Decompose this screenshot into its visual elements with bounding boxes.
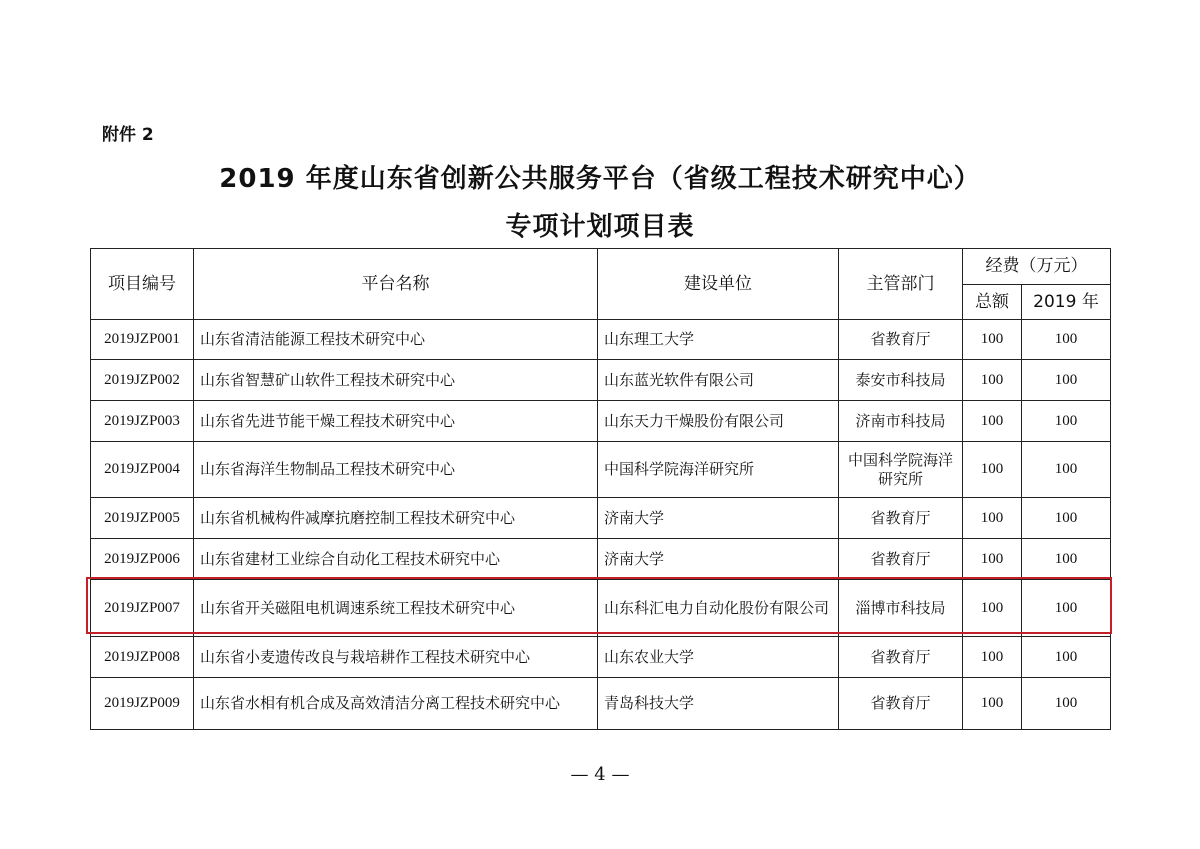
cell-dept: 济南市科技局 — [839, 401, 963, 442]
attachment-label: 附件 2 — [102, 125, 154, 145]
table-row — [91, 401, 1111, 442]
cell-id: 2019JZP005 — [91, 498, 194, 539]
cell-id: 2019JZP004 — [91, 442, 194, 498]
document-title: 2019 年度山东省创新公共服务平台（省级工程技术研究中心） — [219, 164, 981, 194]
cell-year: 100 — [1022, 401, 1111, 442]
cell-total: 100 — [963, 580, 1022, 637]
header-dept: 主管部门 — [839, 249, 963, 320]
header-id: 项目编号 — [91, 249, 194, 320]
project-table — [90, 248, 1111, 730]
cell-platform: 山东省小麦遗传改良与栽培耕作工程技术研究中心 — [194, 637, 598, 678]
cell-platform: 山东省清洁能源工程技术研究中心 — [194, 320, 598, 360]
cell-unit: 山东理工大学 — [598, 320, 839, 360]
table-row — [91, 360, 1111, 401]
cell-dept: 泰安市科技局 — [839, 360, 963, 401]
cell-id: 2019JZP002 — [91, 360, 194, 401]
cell-year: 100 — [1022, 442, 1111, 498]
table-row — [91, 442, 1111, 498]
cell-id: 2019JZP001 — [91, 320, 194, 360]
cell-total: 100 — [963, 360, 1022, 401]
header-total: 总额 — [963, 285, 1022, 320]
cell-year: 100 — [1022, 539, 1111, 580]
table-row — [91, 498, 1111, 539]
cell-platform: 山东省水相有机合成及高效清洁分离工程技术研究中心 — [194, 678, 598, 730]
cell-dept: 省教育厅 — [839, 498, 963, 539]
cell-year: 100 — [1022, 580, 1111, 637]
cell-total: 100 — [963, 498, 1022, 539]
cell-total: 100 — [963, 320, 1022, 360]
header-platform: 平台名称 — [194, 249, 598, 320]
cell-total: 100 — [963, 539, 1022, 580]
cell-id: 2019JZP003 — [91, 401, 194, 442]
header-unit: 建设单位 — [598, 249, 839, 320]
cell-unit: 山东蓝光软件有限公司 — [598, 360, 839, 401]
cell-year: 100 — [1022, 637, 1111, 678]
cell-id: 2019JZP009 — [91, 678, 194, 730]
cell-id: 2019JZP007 — [91, 580, 194, 637]
page-number: — 4 — — [570, 764, 630, 785]
cell-unit: 山东科汇电力自动化股份有限公司 — [598, 580, 839, 637]
cell-id: 2019JZP006 — [91, 539, 194, 580]
cell-total: 100 — [963, 678, 1022, 730]
cell-platform: 山东省建材工业综合自动化工程技术研究中心 — [194, 539, 598, 580]
cell-unit: 青岛科技大学 — [598, 678, 839, 730]
cell-year: 100 — [1022, 320, 1111, 360]
cell-unit: 山东农业大学 — [598, 637, 839, 678]
cell-unit: 济南大学 — [598, 498, 839, 539]
cell-total: 100 — [963, 401, 1022, 442]
cell-unit: 济南大学 — [598, 539, 839, 580]
cell-unit: 山东天力干燥股份有限公司 — [598, 401, 839, 442]
cell-total: 100 — [963, 637, 1022, 678]
table-row — [91, 637, 1111, 678]
document-subtitle: 专项计划项目表 — [505, 212, 695, 242]
table-row — [91, 580, 1111, 637]
cell-platform: 山东省机械构件减摩抗磨控制工程技术研究中心 — [194, 498, 598, 539]
table-row — [91, 320, 1111, 360]
cell-year: 100 — [1022, 360, 1111, 401]
cell-year: 100 — [1022, 498, 1111, 539]
cell-platform: 山东省先进节能干燥工程技术研究中心 — [194, 401, 598, 442]
cell-dept: 淄博市科技局 — [839, 580, 963, 637]
cell-dept: 省教育厅 — [839, 678, 963, 730]
table-row — [91, 678, 1111, 730]
cell-id: 2019JZP008 — [91, 637, 194, 678]
header-year: 2019 年 — [1022, 285, 1111, 320]
cell-platform: 山东省开关磁阻电机调速系统工程技术研究中心 — [194, 580, 598, 637]
cell-dept: 省教育厅 — [839, 637, 963, 678]
cell-year: 100 — [1022, 678, 1111, 730]
table-row — [91, 539, 1111, 580]
cell-platform: 山东省智慧矿山软件工程技术研究中心 — [194, 360, 598, 401]
header-funding: 经费（万元） — [963, 249, 1111, 285]
cell-dept: 省教育厅 — [839, 539, 963, 580]
cell-unit: 中国科学院海洋研究所 — [598, 442, 839, 498]
cell-dept: 省教育厅 — [839, 320, 963, 360]
cell-dept: 中国科学院海洋研究所 — [839, 442, 963, 498]
cell-platform: 山东省海洋生物制品工程技术研究中心 — [194, 442, 598, 498]
cell-total: 100 — [963, 442, 1022, 498]
